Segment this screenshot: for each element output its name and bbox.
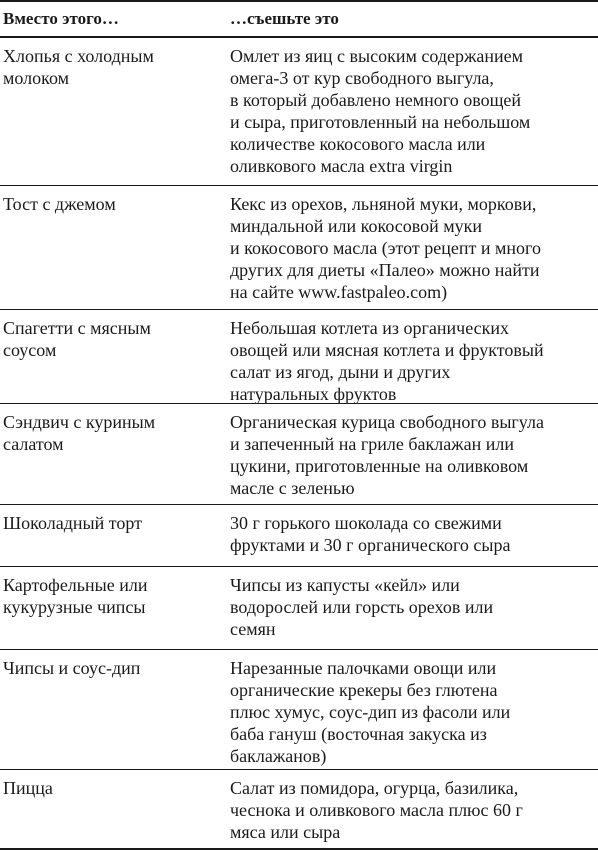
cell-line: фруктами и 30 г органического сыра <box>230 535 511 555</box>
cell-line: на сайте www.fastpaleo.com) <box>230 282 448 302</box>
table-row <box>0 38 598 186</box>
table-header <box>0 0 598 38</box>
cell-line: Картофельные или <box>3 575 148 595</box>
table-row <box>0 186 598 310</box>
cell-line: других для диеты «Палео» можно найти <box>230 260 540 280</box>
cell-instead <box>3 777 213 799</box>
cell-line: Небольшая котлета из органических <box>230 318 510 338</box>
cell-instead <box>3 574 213 618</box>
table-row <box>0 505 598 567</box>
cell-instead <box>3 317 213 361</box>
cell-line: Салат из помидора, огурца, базилика, <box>230 778 519 798</box>
header-instead: Вместо этого… <box>3 9 119 28</box>
cell-line: органические крекеры без глютена <box>230 680 498 700</box>
cell-line: натуральных фруктов <box>230 384 397 404</box>
cell-line: и сыра, приготовленный на небольшом <box>230 112 531 132</box>
table-row <box>0 567 598 650</box>
cell-line: овощей или мясная котлета и фруктовый <box>230 340 544 360</box>
cell-line: Кекс из орехов, льняной муки, моркови, <box>230 194 537 214</box>
cell-eat-this <box>230 193 598 303</box>
table-row <box>0 310 598 404</box>
cell-eat-this <box>230 45 598 177</box>
cell-line: Чипсы из капусты «кейл» или <box>230 575 460 595</box>
cell-eat-this <box>230 317 598 405</box>
cell-line: мяса или сыра <box>230 822 341 842</box>
cell-line: Омлет из яиц с высоким содержанием <box>230 46 524 66</box>
cell-instead <box>3 657 213 679</box>
cell-instead <box>3 193 213 215</box>
table-row <box>0 770 598 850</box>
cell-line: оливкового масла extra virgin <box>230 156 453 176</box>
cell-line: 30 г горького шоколада со свежими <box>230 513 502 533</box>
cell-line: салат из ягод, дыни и других <box>230 362 451 382</box>
cell-line: салатом <box>3 434 64 454</box>
cell-line: и кокосового масла (этот рецепт и много <box>230 238 541 258</box>
table-row <box>0 650 598 770</box>
cell-line: Нарезанные палочками овощи или <box>230 658 497 678</box>
cell-line: цукини, приготовленные на оливковом <box>230 456 529 476</box>
cell-eat-this <box>230 411 598 499</box>
cell-instead <box>3 512 213 534</box>
cell-line: Чипсы и соус-дип <box>3 658 141 678</box>
cell-line: соусом <box>3 340 57 360</box>
cell-line: омега-3 от кур свободного выгула, <box>230 68 494 88</box>
cell-line: Шоколадный торт <box>3 513 142 533</box>
cell-line: плюс хумус, соус-дип из фасоли или <box>230 702 511 722</box>
cell-line: в который добавлено немного овощей <box>230 90 522 110</box>
cell-line: масле с зеленью <box>230 478 355 498</box>
cell-line: Пицца <box>3 778 53 798</box>
cell-line: семян <box>230 619 276 639</box>
cell-line: Хлопья с холодным <box>3 46 154 66</box>
cell-line: Сэндвич с куриным <box>3 412 156 432</box>
cell-line: Органическая курица свободного выгула <box>230 412 544 432</box>
cell-eat-this <box>230 657 598 767</box>
cell-line: молоком <box>3 68 70 88</box>
cell-line: кукурузные чипсы <box>3 597 146 617</box>
cell-instead <box>3 45 213 89</box>
cell-line: водорослей или горсть орехов или <box>230 597 494 617</box>
cell-line: баклажанов) <box>230 746 327 766</box>
cell-instead <box>3 411 213 455</box>
cell-line: миндальной или кокосовой муки <box>230 216 483 236</box>
table-row <box>0 404 598 505</box>
cell-line: и запеченный на гриле баклажан или <box>230 434 514 454</box>
header-eat-this: …съешьте это <box>230 9 339 28</box>
cell-eat-this <box>230 777 598 843</box>
cell-line: количестве кокосового масла или <box>230 134 486 154</box>
cell-line: Спагетти с мясным <box>3 318 151 338</box>
cell-line: Тост с джемом <box>3 194 116 214</box>
cell-line: чеснока и оливкового масла плюс 60 г <box>230 800 523 820</box>
cell-line: баба гануш (восточная закуска из <box>230 724 487 744</box>
cell-eat-this <box>230 574 598 640</box>
cell-eat-this <box>230 512 598 556</box>
